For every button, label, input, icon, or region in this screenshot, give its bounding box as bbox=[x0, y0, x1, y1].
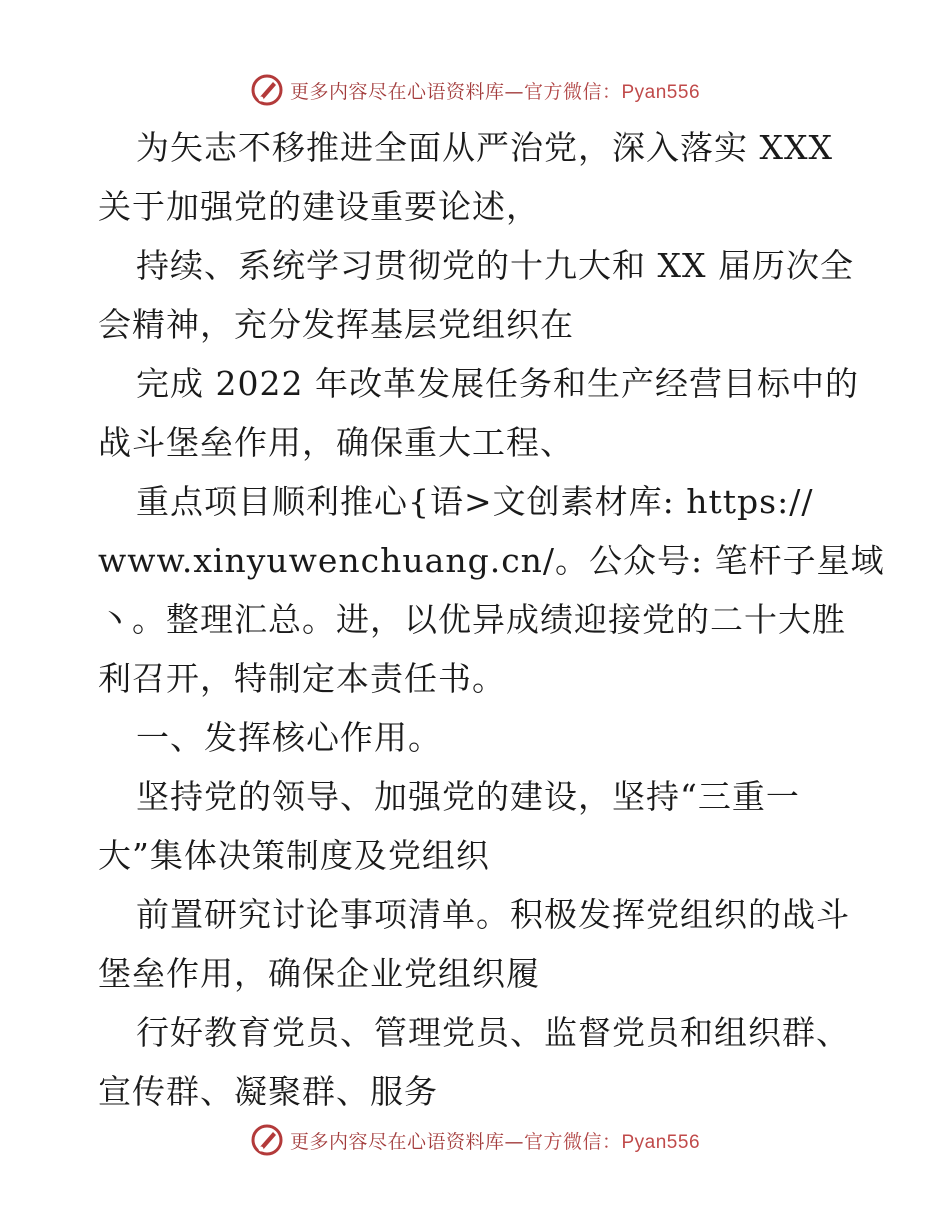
pen-logo-icon bbox=[250, 1123, 284, 1157]
text-line: 关于加强党的建设重要论述， bbox=[98, 187, 540, 226]
pen-logo-icon bbox=[250, 73, 284, 107]
text-line: 坚持党的领导、加强党的建设，坚持“三重一 bbox=[136, 777, 800, 816]
text-line: 前置研究讨论事项清单。积极发挥党组织的战斗 bbox=[136, 895, 850, 934]
watermark-id: Pyan556 bbox=[621, 1131, 701, 1153]
text-line: 一、发挥核心作用。 bbox=[136, 718, 442, 757]
footer-watermark bbox=[0, 1120, 950, 1160]
watermark-text bbox=[290, 77, 700, 104]
watermark-main: 更多内容尽在心语资料库 bbox=[289, 80, 505, 103]
text-line: 战斗堡垒作用，确保重大工程、 bbox=[98, 423, 574, 462]
watermark-text bbox=[290, 1127, 700, 1154]
text-line: 丶。整理汇总。进，以优异成绩迎接党的二十大胜 bbox=[98, 600, 846, 639]
text-line: www.xinyuwenchuang.cn/。公众号: 笔杆子星域 bbox=[98, 541, 885, 580]
text-line: 堡垒作用，确保企业党组织履 bbox=[98, 954, 540, 993]
watermark-sub: 官方微信： bbox=[523, 1130, 622, 1153]
header-watermark bbox=[0, 70, 950, 110]
text-line: 持续、系统学习贯彻党的十九大和 XX 届历次全 bbox=[136, 246, 854, 285]
text-line: 宣传群、凝聚群、服务 bbox=[98, 1072, 438, 1111]
text-line: 利召开，特制定本责任书。 bbox=[98, 659, 506, 698]
watermark-main: 更多内容尽在心语资料库 bbox=[289, 1130, 505, 1153]
text-line: 重点项目顺利推心{语>文创素材库: https:// bbox=[136, 482, 814, 521]
text-line: 为矢志不移推进全面从严治党，深入落实 XXX bbox=[136, 128, 833, 167]
text-line: 完成 2022 年改革发展任务和生产经营目标中的 bbox=[136, 364, 859, 403]
document-body bbox=[98, 118, 885, 1121]
watermark-separator: — bbox=[504, 1130, 524, 1153]
watermark-separator: — bbox=[504, 80, 524, 103]
watermark-id: Pyan556 bbox=[621, 81, 701, 103]
watermark-sub: 官方微信： bbox=[523, 80, 622, 103]
text-line: 会精神，充分发挥基层党组织在 bbox=[98, 305, 574, 344]
text-line: 大”集体决策制度及党组织 bbox=[98, 836, 490, 875]
text-line: 行好教育党员、管理党员、监督党员和组织群、 bbox=[136, 1013, 850, 1052]
